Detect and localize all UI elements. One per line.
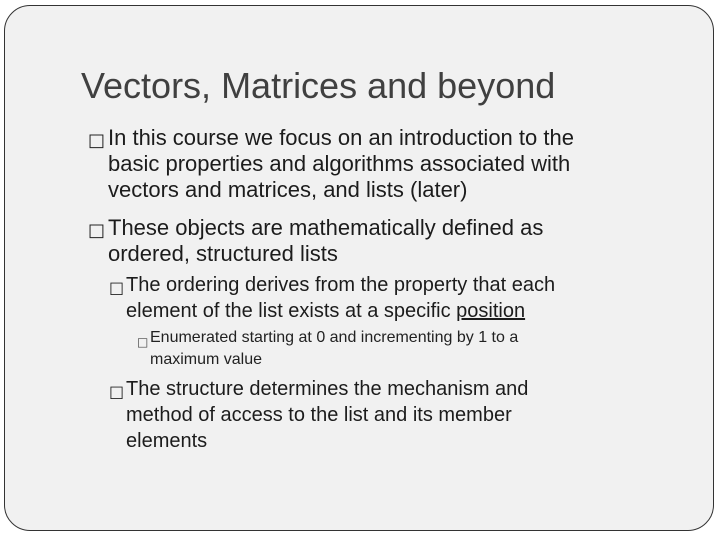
bullet-ordering bbox=[109, 272, 556, 324]
slide-body bbox=[5, 6, 713, 530]
bullet-objects-defined bbox=[88, 215, 544, 267]
bullet-box-icon: □ bbox=[109, 278, 125, 297]
bullet-text-segment: element of the list exists at a specific bbox=[126, 300, 457, 322]
bullet-text-line: vectors and matrices, and lists (later) bbox=[108, 177, 468, 202]
bullet-box-icon: □ bbox=[88, 130, 106, 151]
slide-title: Vectors, Matrices and beyond bbox=[81, 65, 556, 106]
bullet-box-icon: □ bbox=[109, 382, 125, 401]
bullet-structure bbox=[109, 376, 529, 454]
bullet-text-line: The structure determines the mechanism and bbox=[126, 378, 529, 400]
bullet-text-line bbox=[126, 298, 555, 324]
bullet-enumerated bbox=[137, 327, 519, 371]
bullet-text-line: ordered, structured lists bbox=[108, 241, 338, 266]
bullet-text-line: maximum value bbox=[150, 351, 263, 368]
bullet-box-icon: □ bbox=[137, 335, 149, 349]
bullet-course-focus bbox=[88, 125, 574, 203]
bullet-text-line: method of access to the list and its member bbox=[126, 404, 512, 426]
bullet-text-line: Enumerated starting at 0 and incrementing by 1 to a bbox=[150, 329, 519, 346]
underlined-word-position: position bbox=[456, 300, 526, 322]
bullet-text-line: basic properties and algorithms associated with bbox=[108, 151, 571, 176]
bullet-text-line: These objects are mathematically defined as bbox=[108, 215, 544, 240]
bullet-text-line: elements bbox=[126, 430, 208, 452]
bullet-text-line: In this course we focus on an introduction to the bbox=[108, 125, 574, 150]
slide bbox=[4, 5, 714, 531]
bullet-text-line: The ordering derives from the property that each bbox=[126, 274, 556, 296]
bullet-box-icon: □ bbox=[88, 220, 106, 241]
